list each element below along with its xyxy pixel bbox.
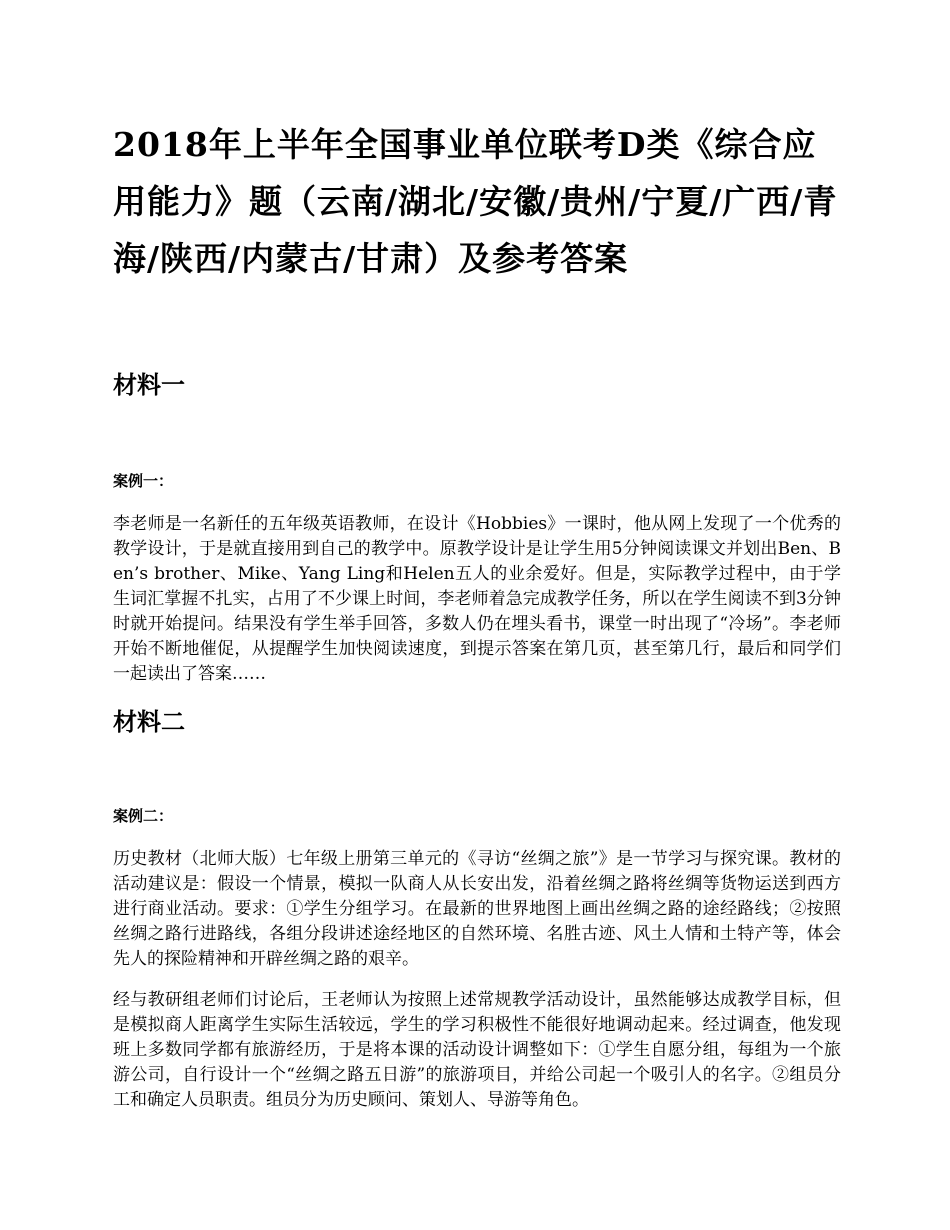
case-2-label: 案例二： xyxy=(113,807,174,825)
material-2-heading: 材料二 xyxy=(113,708,185,736)
case-2-paragraph-1: 历史教材（北师大版）七年级上册第三单元的《寻访“丝绸之旅”》是一节学习与探究课。教材的活动建议是：假设一个情景，模拟一队商人从长安出发，沿着丝绸之路将丝绸等货物运送到西方进行商业活动。要求：①学生分组学习。在最新的世界地图上画出丝绸之路的途经路线；②按照丝绸之路行进路线，各组分段讲述途经地区的自然环境、名胜古迹、风土人情和土特产等，体会先人的探险精神和开辟丝绸之路的艰辛。 xyxy=(113,849,841,969)
case-1-label: 案例一： xyxy=(113,472,174,490)
material-1-heading: 材料一 xyxy=(113,371,185,399)
case-1-paragraph: 李老师是一名新任的五年级英语教师，在设计《Hobbies》一课时，他从网上发现了一个优秀的教学设计，于是就直接用到自己的教学中。原教学设计是让学生用5分钟阅读课文并划出Ben、Ben’s brother、Mike、Yang Ling和Helen五人的业余爱好。但是，实际教学过程中，由于学生词汇掌握不扎实，占用了不少课上时间，李老师着急完成教学任务，所以在学生阅读不到3分钟时就开始提问。结果没有学生举手回答，多数人仍在埋头看书，课堂一时出现了“冷场”。李老师开始不断地催促，从提醒学生加快阅读速度，到提示答案在第几页，甚至第几行，最后和同学们一起读出了答案…… xyxy=(113,514,841,684)
document-page xyxy=(113,0,843,1230)
case-2-paragraph-2: 经与教研组老师们讨论后，王老师认为按照上述常规教学活动设计，虽然能够达成教学目标，但是模拟商人距离学生实际生活较远，学生的学习积极性不能很好地调动起来。经过调查，他发现班上多数同学都有旅游经历，于是将本课的活动设计调整如下：①学生自愿分组，每组为一个旅游公司，自行设计一个“丝绸之路五日游”的旅游项目，并给公司起一个吸引人的名字。②组员分工和确定人员职责。组员分为历史顾问、策划人、导游等角色。 xyxy=(113,990,841,1110)
document-title: 2018年上半年全国事业单位联考D类《综合应用能力》题（云南/湖北/安徽/贵州/宁夏/广西/青海/陕西/内蒙古/甘肃）及参考答案 xyxy=(113,125,838,278)
